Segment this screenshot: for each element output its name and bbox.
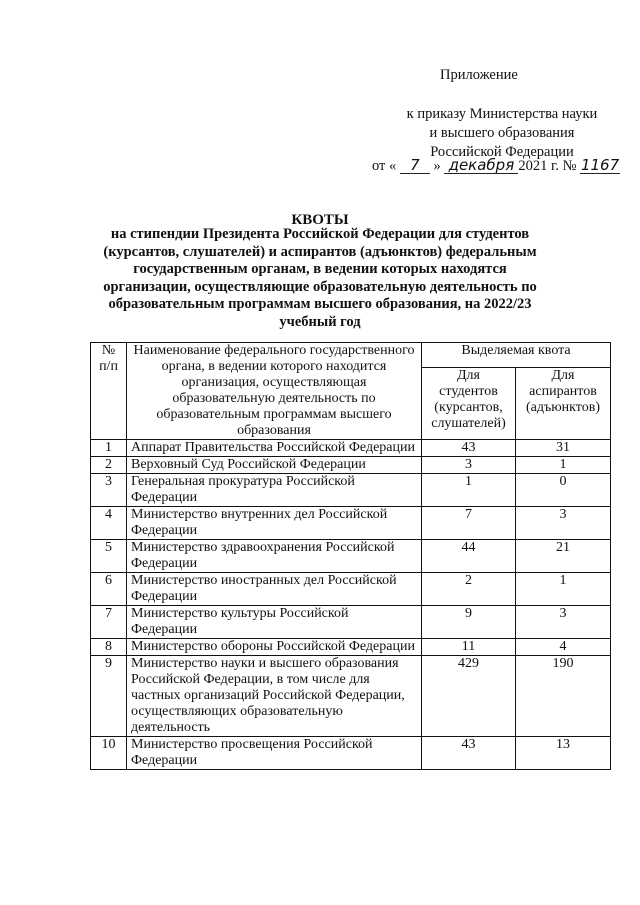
row-postgrads: 4 (516, 639, 611, 656)
table-row (91, 639, 611, 656)
row-name: Министерство обороны Российской Федерации (127, 639, 422, 656)
row-students: 43 (422, 737, 516, 770)
document-title: КВОТЫ (291, 212, 349, 228)
row-postgrads: 31 (516, 440, 611, 457)
date-prefix: от « (372, 158, 397, 174)
row-num: 4 (91, 507, 127, 540)
row-name: Министерство здравоохранения Российской Федерации (127, 540, 422, 573)
row-num: 9 (91, 656, 127, 737)
row-postgrads: 21 (516, 540, 611, 573)
header-postgrads: Для аспирантов (адъюнктов) (516, 368, 611, 440)
order-number-handwritten: 1167 (580, 156, 620, 174)
quota-table (90, 342, 611, 770)
row-students: 11 (422, 639, 516, 656)
row-name: Министерство науки и высшего образования Российской Федерации, в том числе для частных организаций Российской Федерации, осуществляющих образовательную деятельность (127, 656, 422, 737)
row-num: 10 (91, 737, 127, 770)
table-header-row (91, 343, 611, 368)
order-reference (368, 105, 636, 162)
order-line-2: и высшего образования (429, 125, 575, 141)
table-row (91, 656, 611, 737)
row-students: 429 (422, 656, 516, 737)
row-num: 2 (91, 457, 127, 474)
header-name: Наименование федерального государственного органа, в ведении которого находится организация, осуществляющая образовательную деятельность по образовательным программам высшего образования (127, 343, 422, 440)
date-month-handwritten: декабря (444, 157, 518, 174)
appendix-label: Приложение (440, 67, 518, 83)
row-students: 9 (422, 606, 516, 639)
row-name: Министерство просвещения Российской Федерации (127, 737, 422, 770)
row-num: 3 (91, 474, 127, 507)
order-date (372, 157, 620, 175)
header-num: № п/п (91, 343, 127, 440)
row-num: 7 (91, 606, 127, 639)
table-row (91, 457, 611, 474)
row-postgrads: 190 (516, 656, 611, 737)
row-name: Министерство культуры Российской Федерации (127, 606, 422, 639)
row-students: 2 (422, 573, 516, 606)
order-line-1: к приказу Министерства науки (406, 106, 598, 122)
row-num: 1 (91, 440, 127, 457)
row-students: 1 (422, 474, 516, 507)
order-line-3: Российской Федерации (430, 144, 574, 160)
date-day-handwritten: 7 (400, 157, 430, 174)
row-name: Аппарат Правительства Российской Федерации (127, 440, 422, 457)
row-postgrads: 3 (516, 606, 611, 639)
table-row (91, 573, 611, 606)
row-postgrads: 13 (516, 737, 611, 770)
row-students: 43 (422, 440, 516, 457)
table-row (91, 507, 611, 540)
table-row (91, 440, 611, 457)
row-name: Министерство иностранных дел Российской Федерации (127, 573, 422, 606)
table-row (91, 606, 611, 639)
row-name: Министерство внутренних дел Российской Федерации (127, 507, 422, 540)
row-name: Верховный Суд Российской Федерации (127, 457, 422, 474)
header-quota: Выделяемая квота (422, 343, 611, 368)
row-num: 5 (91, 540, 127, 573)
table-row (91, 474, 611, 507)
row-name: Генеральная прокуратура Российской Федерации (127, 474, 422, 507)
row-students: 7 (422, 507, 516, 540)
table-row (91, 737, 611, 770)
row-postgrads: 0 (516, 474, 611, 507)
row-postgrads: 3 (516, 507, 611, 540)
table-row (91, 540, 611, 573)
row-postgrads: 1 (516, 573, 611, 606)
date-mid: » (433, 158, 441, 174)
date-year: 2021 г. № (518, 158, 577, 174)
row-num: 8 (91, 639, 127, 656)
row-students: 44 (422, 540, 516, 573)
row-postgrads: 1 (516, 457, 611, 474)
row-students: 3 (422, 457, 516, 474)
row-num: 6 (91, 573, 127, 606)
document-subtitle: на стипендии Президента Российской Федерации для студентов (курсантов, слушателей) и аспирантов (адъюнктов) федеральным государственным органам, в ведении которых находятся организации, осуществляющие образовательную деятельность по образовательным программам высшего образования, на 2022/23 учебный год (103, 226, 537, 330)
header-students: Для студентов (курсантов, слушателей) (422, 368, 516, 440)
